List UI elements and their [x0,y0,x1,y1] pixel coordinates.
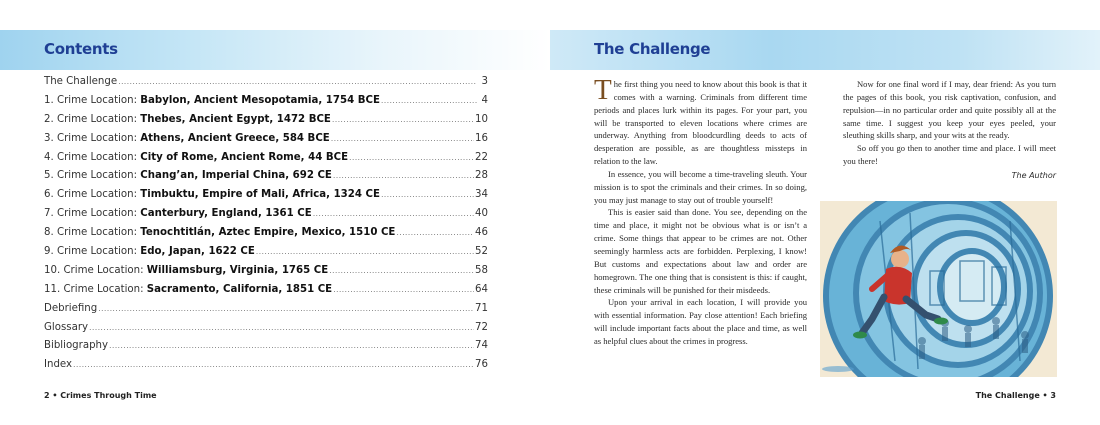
toc-entry[interactable] [44,170,488,189]
paragraph: So off you go then to another time and place. I will meet you there! [843,143,1056,167]
toc-entry-location: Thebes, Ancient Egypt, 1472 BCE [140,113,331,125]
toc-entry[interactable] [44,95,488,114]
toc-leader-dots [98,304,474,313]
toc-leader-dots [89,323,474,332]
toc-entry[interactable] [44,227,488,246]
toc-entry[interactable] [44,189,488,208]
toc-entry-prefix: Glossary [44,321,89,333]
toc-leader-dots [381,96,477,105]
toc-entry-prefix: 5. Crime Location: [44,170,141,182]
toc-entry-title [44,227,395,238]
toc-entry-prefix: 4. Crime Location: [44,151,141,163]
paragraph-text: he first thing you need to know about this book is that it comes with a warning. Criminals from different time periods and places lurk within its pages. For your part, you will be transported to eleven locations where crimes are underway. Anything from bloodcurdling deeds to acts of desperation are possible, as are thoughtless missteps in relation to the law. [594,79,807,167]
toc-leader-dots [313,209,474,218]
toc-page-number: 71 [475,302,488,314]
toc-entry-prefix: 9. Crime Location: [44,246,141,258]
toc-entry-location: Edo, Japan, 1622 CE [140,246,255,258]
toc-leader-dots [73,360,474,369]
toc-entry[interactable] [44,133,488,152]
toc-entry[interactable] [44,246,488,265]
paragraph: In essence, you will become a time-traveling sleuth. Your mission is to spot the criminals and their crimes. In so doing, you may just manage to stay out of trouble yourself! [594,168,807,205]
time-tunnel-illustration [820,201,1057,377]
toc-entry-prefix: The Challenge [44,76,118,87]
toc-leader-dots [381,190,474,199]
toc-leader-dots [333,285,474,294]
toc-leader-dots [118,77,477,86]
text-column-2 [843,78,1056,183]
toc-leader-dots [332,115,474,124]
paragraph: Upon your arrival in each location, I will provide you with essential information. Pay close attention! Each briefing will include important facts about the place and time, as well as helpful clues about the crimes in progress. [594,297,807,346]
toc-entry[interactable] [44,152,488,171]
text-column-1 [594,74,807,348]
toc-page-number: 74 [475,340,488,352]
page-footer-left: 2 • Crimes Through Time [44,391,157,400]
toc-entry-location: Canterbury, England, 1361 CE [140,208,312,220]
toc-entry-prefix: Bibliography [44,340,109,352]
toc-entry-title [44,303,97,314]
toc-leader-dots [333,171,474,180]
paragraph: Now for one final word if I may, dear friend: As you turn the pages of this book, you risk captivation, confusion, and repulsion—in no particular order and quite possibly all at the same time. I suggest you keep your eyes peeled, your sleuthing skills sharp, and your wits at the ready. [843,79,1056,141]
toc-entry-location: Williamsburg, Virginia, 1765 CE [146,264,329,276]
toc-entry-location: Sacramento, California, 1851 CE [146,283,333,295]
toc-entry-prefix: 1. Crime Location: [44,94,141,106]
toc-entry-location: Timbuktu, Empire of Mali, Africa, 1324 CE [140,189,380,201]
toc-entry[interactable] [44,359,488,378]
toc-entry-title [44,359,72,370]
toc-entry-location: Tenochtitlán, Aztec Empire, Mexico, 1510 CE [140,227,396,239]
toc-entry-title [44,340,108,351]
toc-entry-location: Babylon, Ancient Mesopotamia, 1754 BCE [140,94,380,106]
toc-entry[interactable] [44,114,488,133]
toc-page-number: 10 [475,113,488,125]
toc-entry-prefix: Debriefing [44,302,98,314]
toc-entry-title [44,170,332,181]
toc-entry-title [44,246,255,257]
toc-leader-dots [349,153,474,162]
toc-page-number: 22 [475,151,488,163]
toc-entry-title [44,322,88,333]
challenge-title: The Challenge [594,40,711,58]
toc-leader-dots [109,341,474,350]
toc-entry[interactable] [44,303,488,322]
toc-page-number: 58 [475,264,488,276]
drop-cap: T [594,74,612,106]
toc-page-number: 3 [481,76,488,87]
toc-entry-title [44,114,331,125]
toc-entry[interactable] [44,284,488,303]
toc-page-number: 64 [475,283,488,295]
toc-entry-title [44,284,332,295]
toc-entry-title [44,95,380,106]
toc-entry-location: Chang’an, Imperial China, 692 CE [140,170,332,182]
toc-entry-location: Athens, Ancient Greece, 584 BCE [140,132,330,144]
toc-entry-title [44,76,117,87]
toc-entry-title [44,265,328,276]
page-footer-right: The Challenge • 3 [975,391,1056,400]
toc-entry[interactable] [44,76,488,95]
toc-entry-prefix: 7. Crime Location: [44,208,141,220]
toc-page-number: 28 [475,170,488,182]
toc-leader-dots [329,266,474,275]
toc-entry-prefix: 2. Crime Location: [44,113,141,125]
toc-entry-prefix: 3. Crime Location: [44,132,141,144]
toc-entry-title [44,133,330,144]
toc-entry[interactable] [44,265,488,284]
toc-page-number: 72 [475,321,488,333]
paragraph [594,74,807,168]
paragraph: This is easier said than done. You see, depending on the time and place, it might not be obvious what is or isn’t a crime. Some things that appear to be crimes are not. Other seemingly harmless acts are forbidden. Perplexing, I know! But customs and expectations about law and order are homegrown. The one thing that is consistent is this: if caught, these criminals will be punished for their misdeeds. [594,207,807,295]
toc-leader-dots [396,228,474,237]
toc-entry[interactable] [44,208,488,227]
toc-entry-location: City of Rome, Ancient Rome, 44 BCE [140,151,349,163]
table-of-contents [44,76,488,378]
toc-page-number: 40 [475,208,488,220]
toc-entry-title [44,208,312,219]
toc-entry[interactable] [44,322,488,341]
toc-leader-dots [331,134,474,143]
toc-page-number: 52 [475,246,488,258]
toc-entry-prefix: 11. Crime Location: [44,283,147,295]
toc-entry-prefix: 10. Crime Location: [44,264,147,276]
toc-page-number: 46 [475,227,488,239]
toc-entry[interactable] [44,340,488,359]
contents-title: Contents [44,40,118,58]
toc-entry-title [44,152,348,163]
toc-page-number: 76 [475,359,488,371]
toc-page-number: 4 [481,94,488,106]
toc-page-number: 16 [475,132,488,144]
toc-entry-prefix: 8. Crime Location: [44,227,141,239]
toc-entry-title [44,189,380,200]
toc-leader-dots [256,247,474,256]
author-signature: The Author [1011,170,1056,180]
toc-page-number: 34 [475,189,488,201]
toc-entry-prefix: Index [44,359,73,371]
toc-entry-prefix: 6. Crime Location: [44,189,141,201]
